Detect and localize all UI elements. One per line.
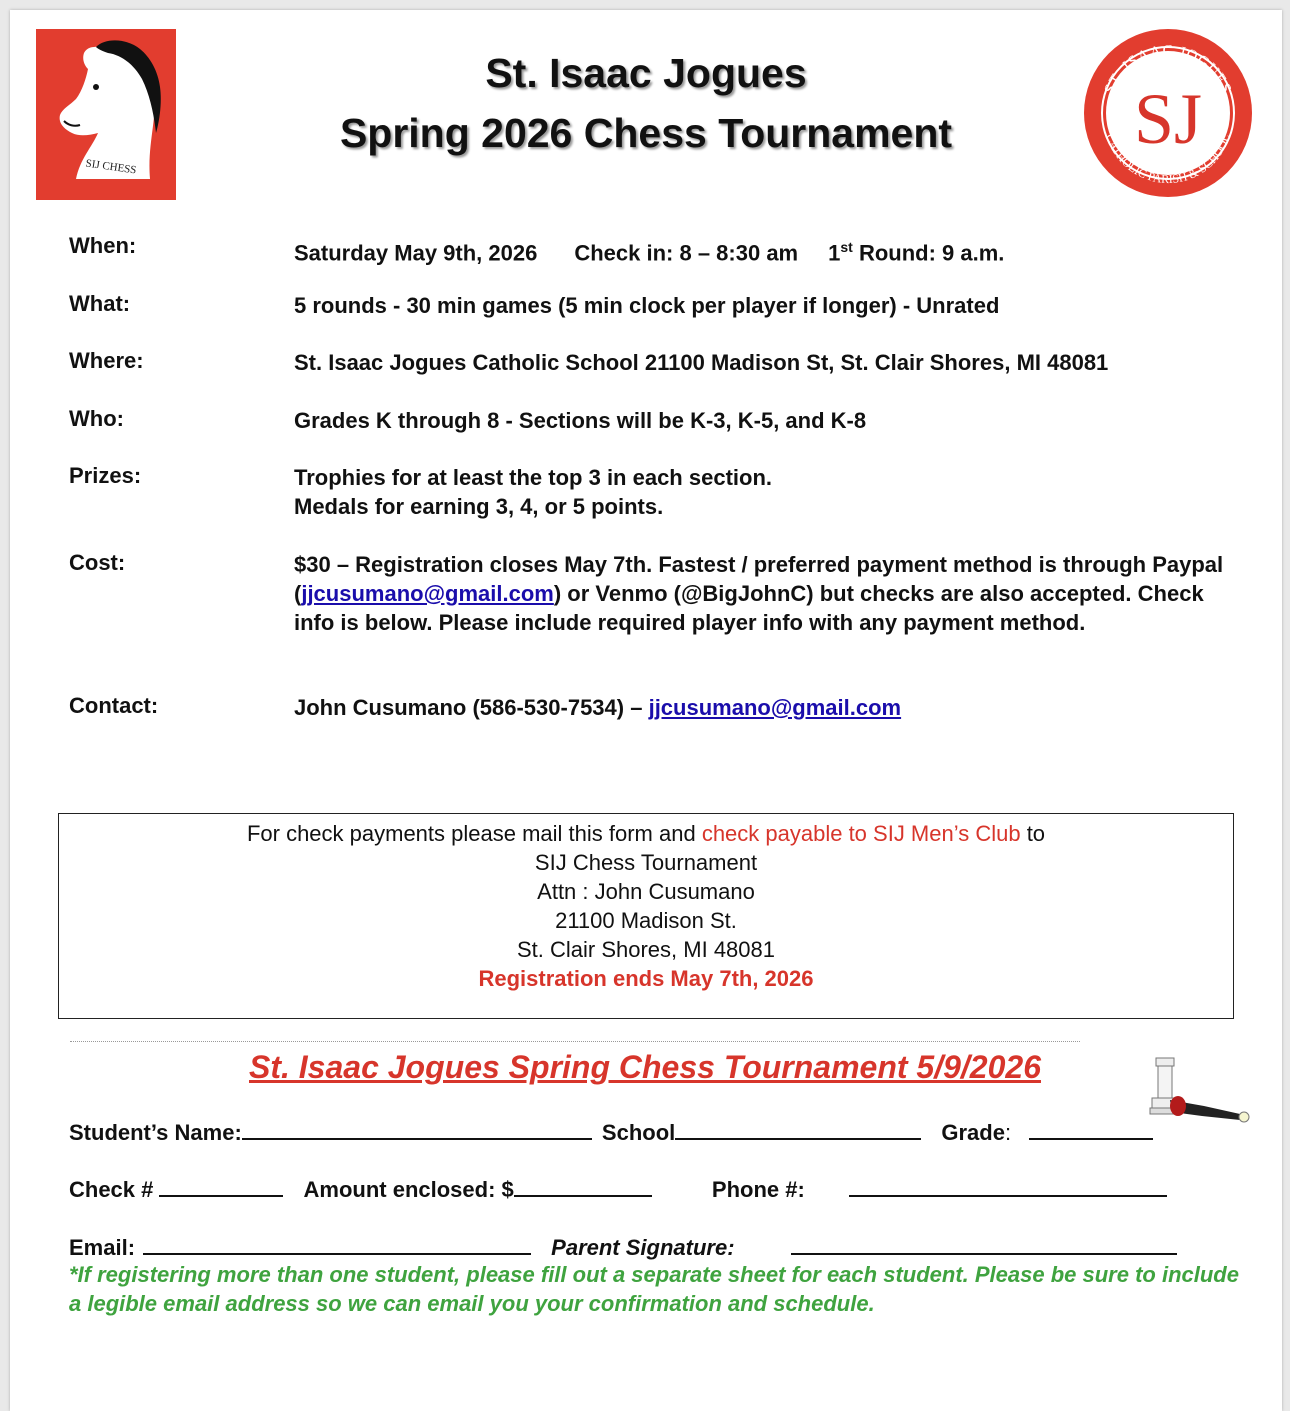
check-box-line-3: Attn : John Cusumano bbox=[537, 879, 755, 904]
when-round-sup: st bbox=[840, 239, 853, 255]
check-payment-box bbox=[58, 813, 1234, 1019]
seal-ring-bottom: CATHOLIC PARISH & SCHOOL bbox=[1103, 131, 1233, 187]
when-round-rest: Round: 9 a.m. bbox=[852, 240, 1005, 266]
when-round-num: 1 bbox=[828, 240, 841, 266]
cost-label: Cost: bbox=[69, 550, 126, 575]
grade-field[interactable] bbox=[1029, 1137, 1153, 1140]
check-number-field[interactable] bbox=[159, 1194, 283, 1197]
logo-caption: SIJ CHESS bbox=[84, 157, 138, 177]
when-date: Saturday May 9th, 2026 bbox=[294, 240, 538, 266]
where-label: Where: bbox=[69, 348, 144, 373]
sij-chess-logo bbox=[36, 29, 176, 200]
contact-email-link[interactable]: jjcusumano@gmail.com bbox=[648, 695, 902, 720]
check-box-line-2: SIJ Chess Tournament bbox=[534, 850, 758, 875]
email-field[interactable] bbox=[143, 1252, 531, 1255]
school-field[interactable] bbox=[675, 1137, 921, 1140]
contact-value bbox=[294, 693, 1234, 722]
seal-monogram: SJ bbox=[1133, 79, 1203, 159]
flyer-page bbox=[10, 10, 1282, 1411]
signature-field[interactable] bbox=[791, 1252, 1177, 1255]
who-label: Who: bbox=[69, 406, 124, 431]
check-box-to: to bbox=[1020, 821, 1046, 846]
phone-field[interactable] bbox=[849, 1194, 1167, 1197]
check-number-label: Check # bbox=[69, 1177, 154, 1202]
page-subtitle: Spring 2026 Chess Tournament bbox=[339, 110, 953, 156]
form-row-student bbox=[69, 1120, 1153, 1146]
amount-field[interactable] bbox=[514, 1194, 652, 1197]
when-checkin: Check in: 8 – 8:30 am bbox=[574, 240, 799, 266]
cut-line-divider bbox=[70, 1041, 1080, 1042]
grade-label: Grade bbox=[941, 1120, 1005, 1145]
form-title: St. Isaac Jogues Spring Chess Tournament 5/9/2026 bbox=[249, 1049, 1041, 1085]
chess-pieces-icon bbox=[1142, 1056, 1252, 1126]
what-label: What: bbox=[69, 291, 131, 316]
check-box-intro: For check payments please mail this form and bbox=[246, 821, 702, 846]
contact-text: John Cusumano (586-530-7534) – bbox=[294, 695, 649, 720]
registration-ends: Registration ends May 7th, 2026 bbox=[478, 966, 814, 991]
cost-value bbox=[294, 550, 1234, 637]
seal-ring-top: ST. ISAAC JOGUES bbox=[1101, 43, 1235, 97]
page-title: St. Isaac Jogues bbox=[485, 50, 807, 96]
what-value: 5 rounds - 30 min games (5 min clock per player if longer) - Unrated bbox=[294, 293, 1000, 318]
signature-label: Parent Signature: bbox=[551, 1235, 735, 1260]
check-box-line-1 bbox=[59, 819, 1233, 848]
student-name-label: Student’s Name: bbox=[69, 1120, 242, 1145]
seal-icon bbox=[1082, 27, 1254, 199]
grade-colon: : bbox=[1004, 1120, 1012, 1145]
school-label: School bbox=[601, 1120, 676, 1145]
prizes-line-1: Trophies for at least the top 3 in each section. bbox=[294, 465, 772, 490]
form-row-email bbox=[69, 1235, 1177, 1261]
amount-label: Amount enclosed: $ bbox=[303, 1177, 514, 1202]
check-payable-text: check payable to SIJ Men’s Club bbox=[701, 821, 1021, 846]
cost-text-1: $30 – Registration closes May 7th. Fastest / preferred payment method is through Paypal ( bbox=[294, 552, 1224, 606]
prizes-value bbox=[294, 463, 1234, 521]
when-value bbox=[294, 233, 1234, 267]
phone-label: Phone #: bbox=[711, 1177, 805, 1202]
cost-text-2: ) or Venmo (@BigJohnC) but checks are also accepted. Check info is below. Please include required player info with any payment method. bbox=[294, 581, 1204, 635]
form-row-payment bbox=[69, 1177, 1167, 1203]
check-box-line-4: 21100 Madison St. bbox=[555, 908, 737, 933]
email-label: Email: bbox=[69, 1235, 136, 1260]
check-box-line-5: St. Clair Shores, MI 48081 bbox=[516, 937, 775, 962]
multi-student-note: *If registering more than one student, please fill out a separate sheet for each student. Please be sure to include a legible email address so we can email you your confirmation and schedule. bbox=[69, 1262, 1239, 1316]
student-name-field[interactable] bbox=[242, 1137, 592, 1140]
parish-seal-logo bbox=[1082, 27, 1254, 199]
where-value: St. Isaac Jogues Catholic School 21100 Madison St, St. Clair Shores, MI 48081 bbox=[294, 350, 1109, 375]
prizes-line-2: Medals for earning 3, 4, or 5 points. bbox=[294, 494, 664, 519]
contact-label: Contact: bbox=[69, 693, 159, 718]
when-label: When: bbox=[69, 233, 137, 258]
cost-email-link[interactable]: jjcusumano@gmail.com bbox=[301, 581, 554, 606]
who-value: Grades K through 8 - Sections will be K-3, K-5, and K-8 bbox=[294, 408, 867, 433]
prizes-label: Prizes: bbox=[69, 463, 142, 488]
